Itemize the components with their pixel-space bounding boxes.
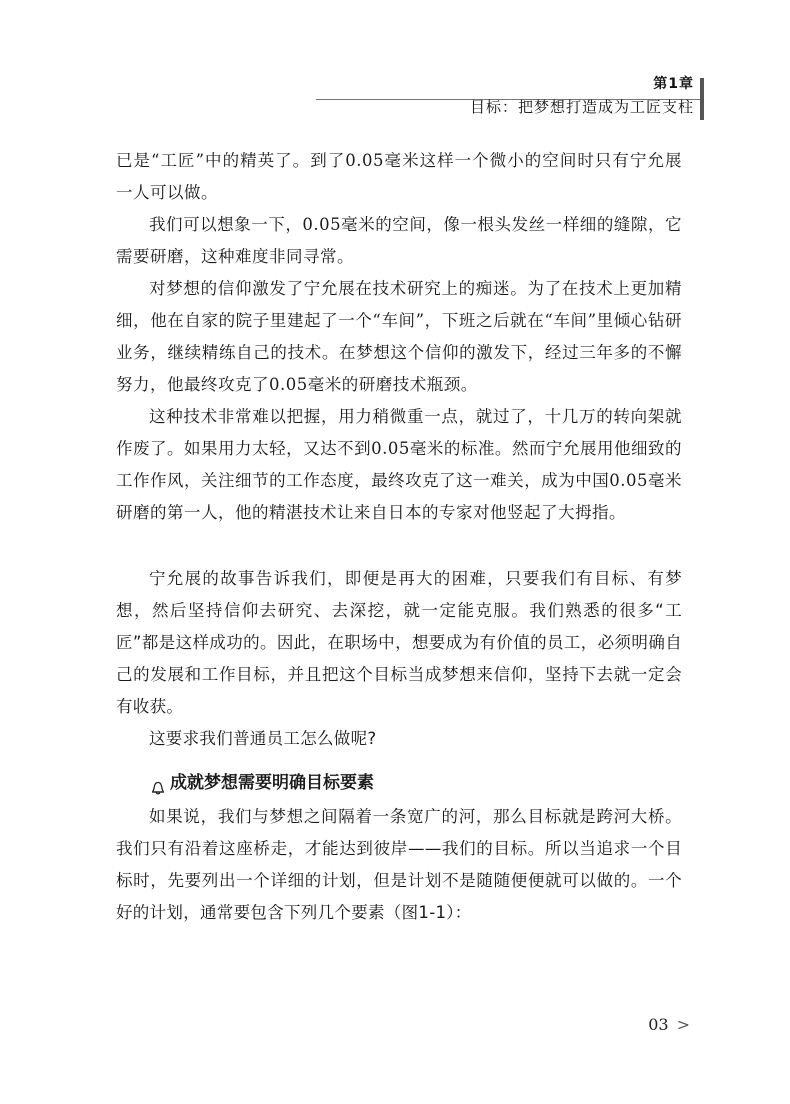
section-heading (150, 767, 682, 799)
chapter-subtitle: 目标：把梦想打造成为工匠支柱 (469, 98, 694, 116)
story-paragraph-3: 对梦想的信仰激发了宁允展在技术研究上的痴迷。为了在技术上更加精细，他在自家的院子里建起了一个“车间”，下班之后就在“车间”里倾心钻研业务，继续精练自己的技术。在梦想这个信仰的激发下，经过三年多的不懈努力，他最终攻克了0.05毫米的研磨技术瓶颈。 (116, 279, 682, 394)
chapter-label: 第1章 (653, 76, 694, 92)
story-paragraph-2: 我们可以想象一下，0.05毫米的空间，像一根头发丝一样细的缝隙，它需要研磨，这种难度非同寻常。 (116, 215, 682, 266)
page-number-value: 03 (648, 1015, 669, 1034)
page-number (648, 1015, 690, 1034)
next-arrow-icon: > (676, 1015, 690, 1034)
main-text-block (116, 563, 682, 929)
main-paragraph-3: 如果说，我们与梦想之间隔着一条宽广的河，那么目标就是跨河大桥。我们只有沿着这座桥走，才能达到彼岸——我们的目标。所以当追求一个目标时，先要列出一个详细的计划，但是计划不是随随便便就可以做的。一个好的计划，通常要包含下列几个要素（图1-1）： (116, 807, 682, 922)
story-paragraph-1: 已是“工匠”中的精英了。到了0.05毫米这样一个微小的空间时只有宁允展一人可以做。 (116, 151, 682, 202)
story-paragraph-4: 这种技术非常难以把握，用力稍微重一点，就过了，十几万的转向架就作废了。如果用力太轻，又达不到0.05毫米的标准。然而宁允展用他细致的工作作风，关注细节的工作态度，最终攻克了这一难关，成为中国0.05毫米研磨的第一人，他的精湛技术让来自日本的专家对他竖起了大拇指。 (116, 407, 682, 522)
page-body (116, 145, 682, 929)
main-paragraph-2: 这要求我们普通员工怎么做呢? (149, 729, 377, 748)
main-paragraph-1: 宁允展的故事告诉我们，即便是再大的困难，只要我们有目标、有梦想，然后坚持信仰去研究、去深挖，就一定能克服。我们熟悉的很多“工匠”都是这样成功的。因此，在职场中，想要成为有价值的员工，必须明确自己的发展和工作目标，并且把这个目标当成梦想来信仰，坚持下去就一定会有收获。 (116, 569, 682, 716)
section-heading-text: 成就梦想需要明确目标要素 (170, 773, 374, 793)
header-bar (700, 78, 704, 120)
story-block (116, 145, 682, 529)
running-header (470, 74, 694, 118)
bell-icon (150, 775, 166, 791)
